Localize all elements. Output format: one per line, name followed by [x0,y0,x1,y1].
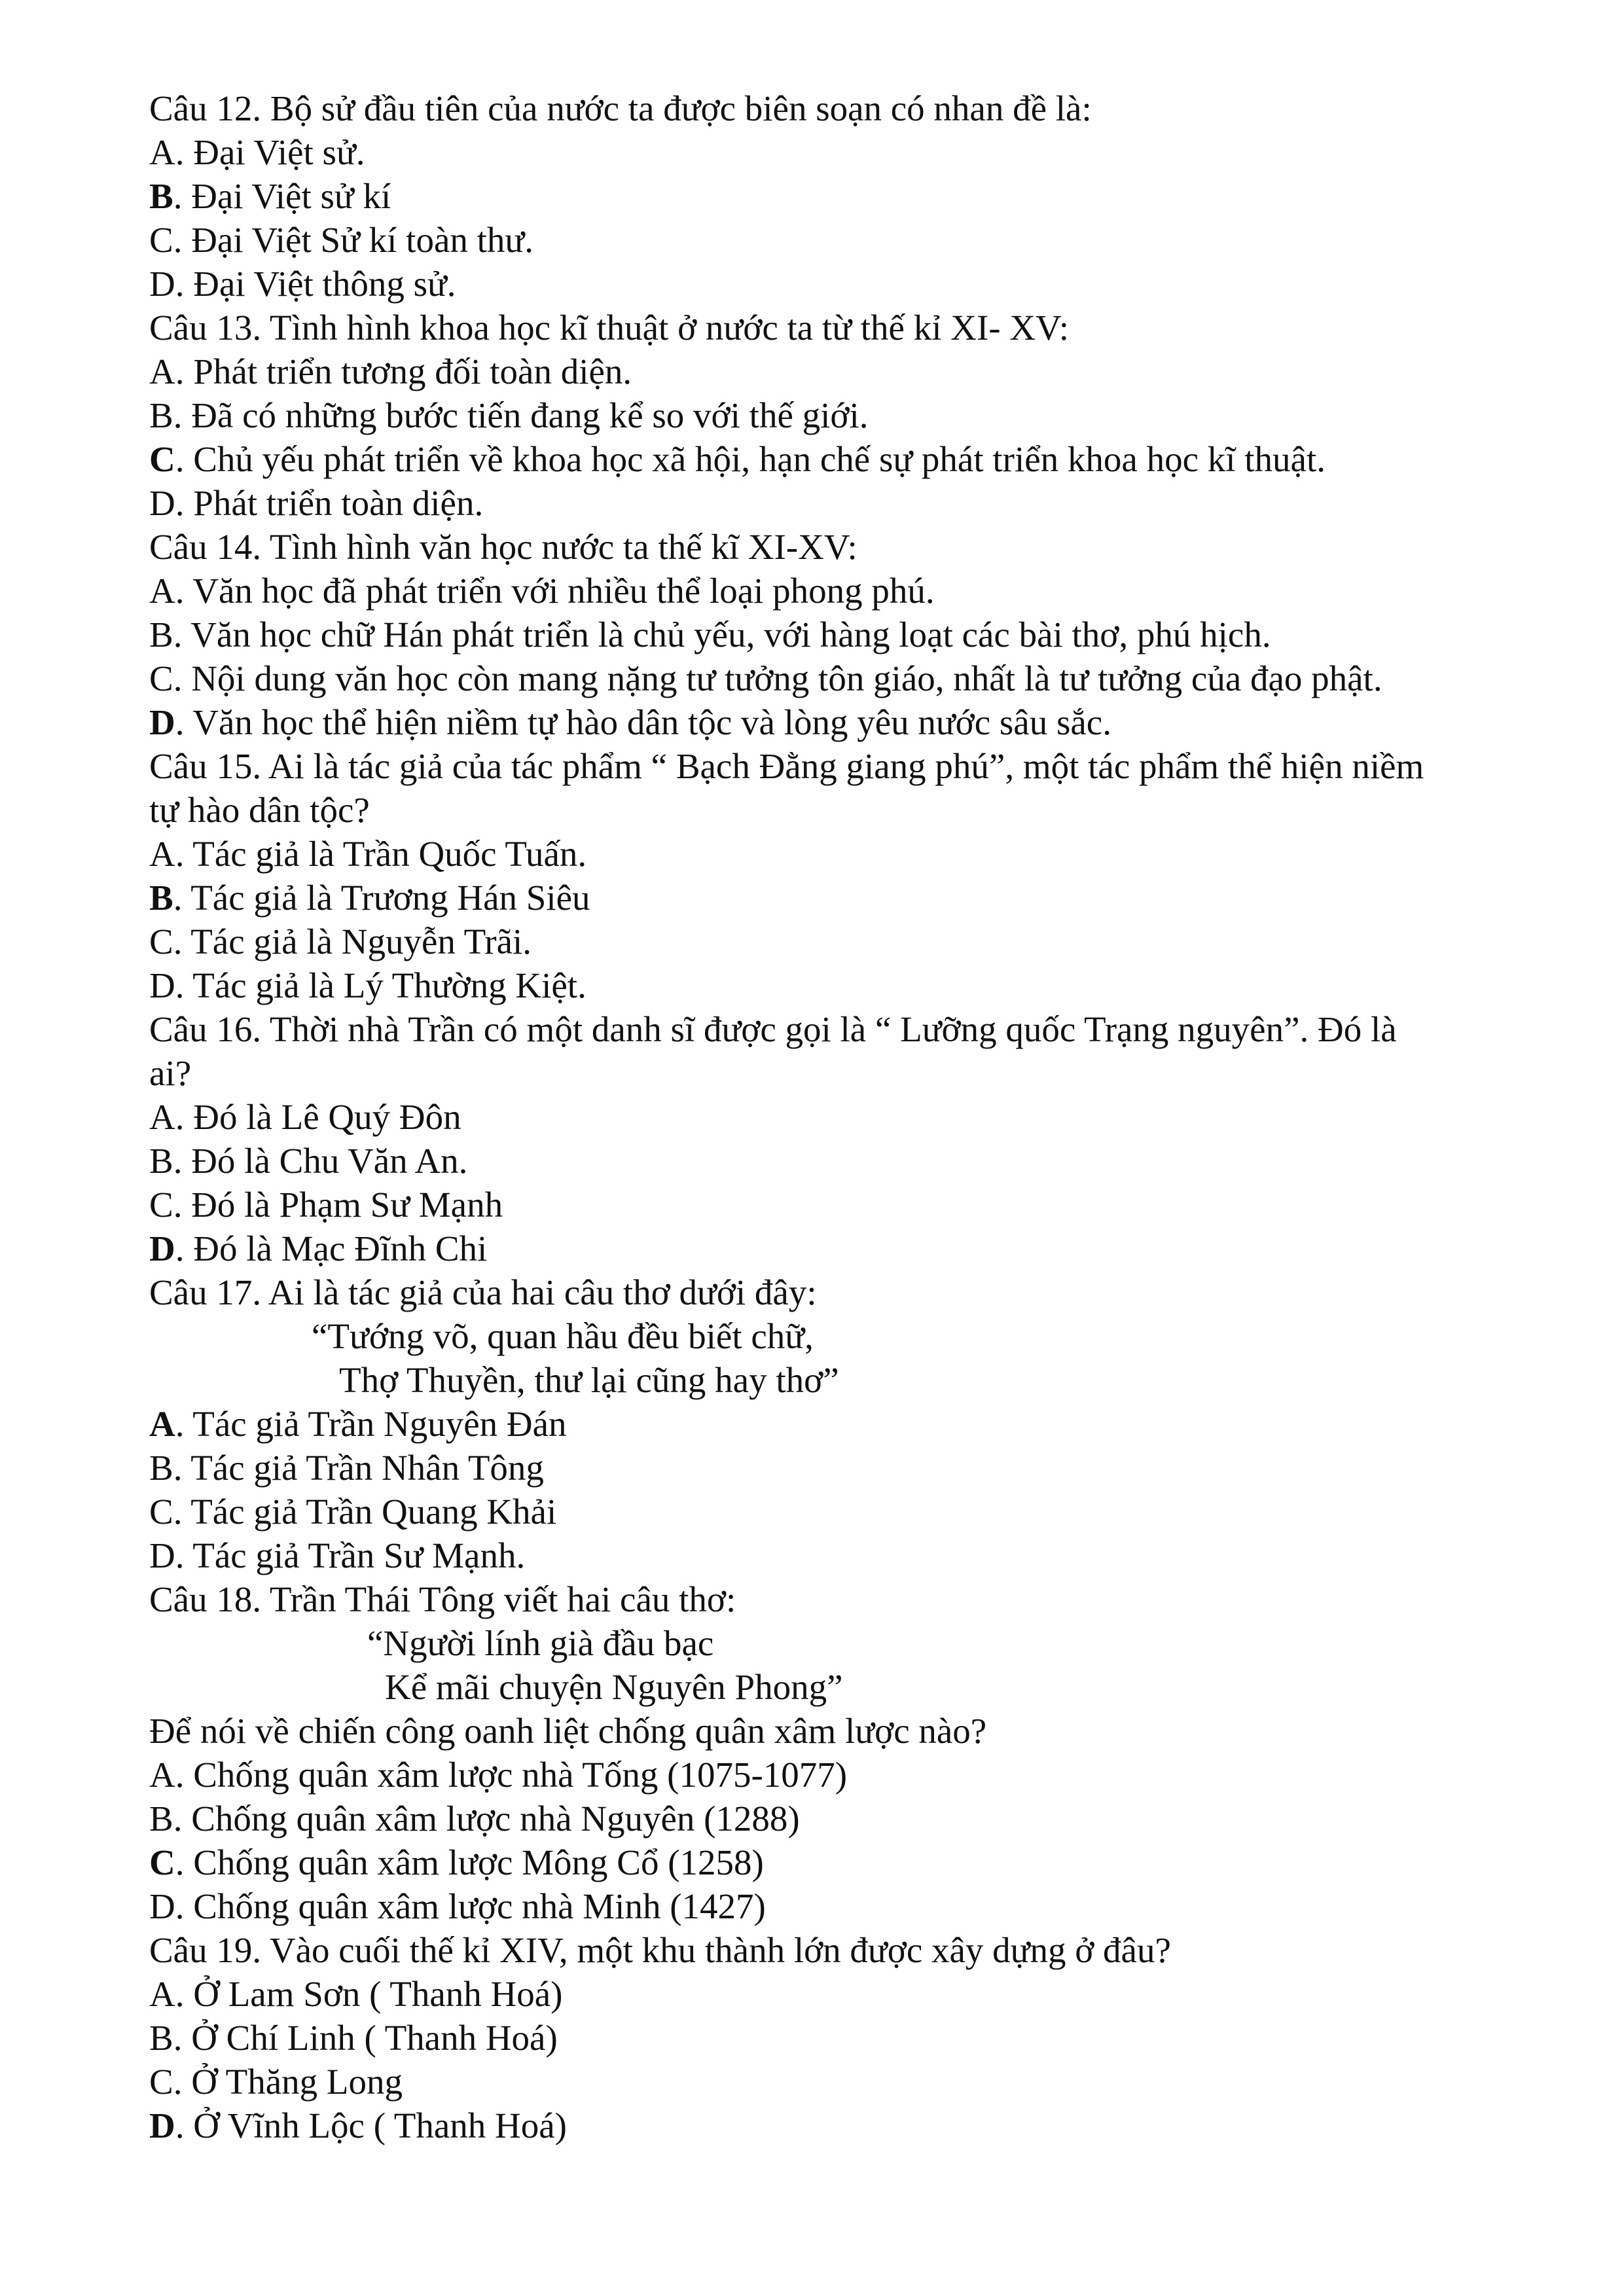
question-15 [149,744,1526,1007]
question-18 [149,1577,1526,1928]
option-text: . Ở Vĩnh Lộc ( Thanh Hoá) [175,2106,567,2145]
option-text: . Tác giả Trần Nhân Tông [173,1448,544,1488]
option-letter: D [149,1229,175,1268]
option-text: . Tác giả là Nguyễn Trãi. [173,922,532,961]
poem-line-1: “Tướng võ, quan hầu đều biết chữ, [312,1316,814,1356]
option-b [149,393,1526,437]
poem-line-2: Kể mãi chuyện Nguyên Phong” [385,1667,843,1707]
option-letter: A [149,1974,175,2014]
option-d [149,963,1526,1007]
question-17 [149,1270,1526,1577]
option-text: . Chống quân xâm lược Mông Cổ (1258) [175,1842,764,1882]
option-a [149,130,1526,174]
poem-line-2: Thợ Thuyền, thư lại cũng hay thơ” [339,1360,839,1400]
option-c [149,1490,1526,1534]
option-a [149,832,1526,876]
option-c [149,2060,1526,2104]
option-b [149,1446,1526,1490]
option-c [149,920,1526,963]
option-letter: A [149,571,175,611]
option-text: . Chống quân xâm lược nhà Minh (1427) [175,1886,766,1926]
option-a [149,1402,1526,1446]
question-text: Câu 12. Bộ sử đầu tiên của nước ta được biên soạn có nhan đề là: [149,88,1092,128]
option-b [149,174,1526,218]
option-a [149,1972,1526,2016]
question-text-line-1: Câu 15. Ai là tác giả của tác phẩm “ Bạch Đằng giang phú”, một tác phẩm thể hiện niềm [149,746,1424,786]
option-letter: D [149,2106,175,2145]
option-text: . Đại Việt sử. [175,132,365,172]
option-text: . Đó là Mạc Đĩnh Chi [175,1229,488,1268]
option-text: . Tác giả Trần Sư Mạnh. [175,1535,526,1575]
option-d [149,700,1526,744]
option-d [149,481,1526,525]
option-letter: C [149,439,175,479]
option-d [149,1534,1526,1577]
option-text: . Văn học thể hiện niềm tự hào dân tộc và lòng yêu nước sâu sắc. [175,702,1111,742]
option-d [149,262,1526,306]
question-text: Câu 13. Tình hình khoa học kĩ thuật ở nước ta từ thế kỉ XI- XV: [149,308,1069,348]
option-a [149,1753,1526,1797]
option-text: . Chủ yếu phát triển về khoa học xã hội, hạn chế sự phát triển khoa học kĩ thuật. [175,439,1326,479]
question-text: Câu 17. Ai là tác giả của hai câu thơ dưới đây: [149,1272,817,1312]
option-text: . Chống quân xâm lược nhà Nguyên (1288) [173,1799,800,1839]
poem-line-1: “Người lính già đầu bạc [367,1623,714,1663]
option-a [149,1095,1526,1139]
option-a [149,569,1526,613]
option-letter: D [149,965,175,1005]
option-letter: B [149,176,173,216]
option-letter: C [149,922,173,961]
option-b [149,2016,1526,2060]
option-d [149,1227,1526,1270]
option-c [149,218,1526,262]
option-text: . Đó là Phạm Sư Mạnh [173,1185,503,1225]
option-text: . Đại Việt Sử kí toàn thư. [173,220,533,260]
question-text-after-poem: Để nói về chiến công oanh liệt chống quân xâm lược nào? [149,1711,987,1751]
option-c [149,437,1526,481]
option-letter: B [149,2018,173,2058]
option-letter: C [149,1842,175,1882]
option-text: . Đó là Lê Quý Đôn [175,1097,461,1137]
question-16 [149,1007,1526,1270]
question-text: Câu 19. Vào cuối thế kỉ XIV, một khu thành lớn được xây dựng ở đâu? [149,1930,1171,1970]
question-text-line-1: Câu 16. Thời nhà Trần có một danh sĩ được gọi là “ Lưỡng quốc Trạng nguyên”. Đó là [149,1009,1397,1049]
option-letter: A [149,1097,175,1137]
question-13 [149,306,1526,525]
option-c [149,1840,1526,1884]
option-text: . Tác giả là Trần Quốc Tuấn. [175,834,587,874]
option-text: . Đó là Chu Văn An. [173,1141,468,1181]
option-c [149,1183,1526,1227]
option-letter: D [149,483,175,523]
option-letter: B [149,878,173,918]
option-text: . Tác giả là Lý Thường Kiệt. [175,965,586,1005]
option-letter: A [149,834,175,874]
question-text-line-2: ai? [149,1053,192,1093]
option-text: . Tác giả Trần Nguyên Đán [175,1404,567,1444]
option-letter: D [149,1535,175,1575]
question-14 [149,525,1526,744]
option-b [149,1797,1526,1840]
option-letter: B [149,1799,173,1839]
option-letter: D [149,702,175,742]
option-letter: A [149,132,175,172]
option-text: . Đại Việt thông sử. [175,264,456,304]
option-letter: D [149,1886,175,1926]
option-b [149,876,1526,920]
option-text: . Tác giả là Trương Hán Siêu [173,878,590,918]
option-text: . Văn học chữ Hán phát triển là chủ yếu, với hàng loạt các bài thơ, phú hịch. [173,615,1271,655]
option-text: . Ở Chí Linh ( Thanh Hoá) [173,2018,558,2058]
option-text: . Phát triển tương đối toàn diện. [175,351,632,391]
option-text: . Đã có những bước tiến đang kể so với thế giới. [173,395,869,435]
option-letter: C [149,1492,173,1532]
question-12 [149,86,1526,306]
option-text: . Đại Việt sử kí [173,176,391,216]
option-letter: B [149,1141,173,1181]
option-letter: B [149,1448,173,1488]
question-text: Câu 14. Tình hình văn học nước ta thế kĩ XI-XV: [149,527,857,567]
option-letter: B [149,395,173,435]
question-text: Câu 18. Trần Thái Tông viết hai câu thơ: [149,1579,736,1619]
option-text: . Ở Thăng Long [173,2062,403,2102]
option-a [149,350,1526,393]
option-text: . Phát triển toàn diện. [175,483,484,523]
option-letter: D [149,264,175,304]
option-letter: A [149,351,175,391]
option-letter: A [149,1404,175,1444]
option-text: . Tác giả Trần Quang Khải [173,1492,557,1532]
option-text: . Ở Lam Sơn ( Thanh Hoá) [175,1974,563,2014]
option-letter: A [149,1755,175,1795]
option-text: . Văn học đã phát triển với nhiều thể loại phong phú. [175,571,935,611]
option-letter: C [149,1185,173,1225]
option-text: . Nội dung văn học còn mang nặng tư tưởng tôn giáo, nhất là tư tưởng của đạo phật. [173,658,1382,698]
option-letter: B [149,615,173,655]
option-text: . Chống quân xâm lược nhà Tống (1075-1077) [175,1755,848,1795]
option-letter: C [149,2062,173,2102]
option-b [149,1139,1526,1183]
question-19 [149,1928,1526,2147]
option-b [149,613,1526,656]
option-d [149,2104,1526,2147]
option-letter: C [149,220,173,260]
option-c [149,656,1526,700]
option-d [149,1884,1526,1928]
question-text-line-2: tự hào dân tộc? [149,790,370,830]
option-letter: C [149,658,173,698]
